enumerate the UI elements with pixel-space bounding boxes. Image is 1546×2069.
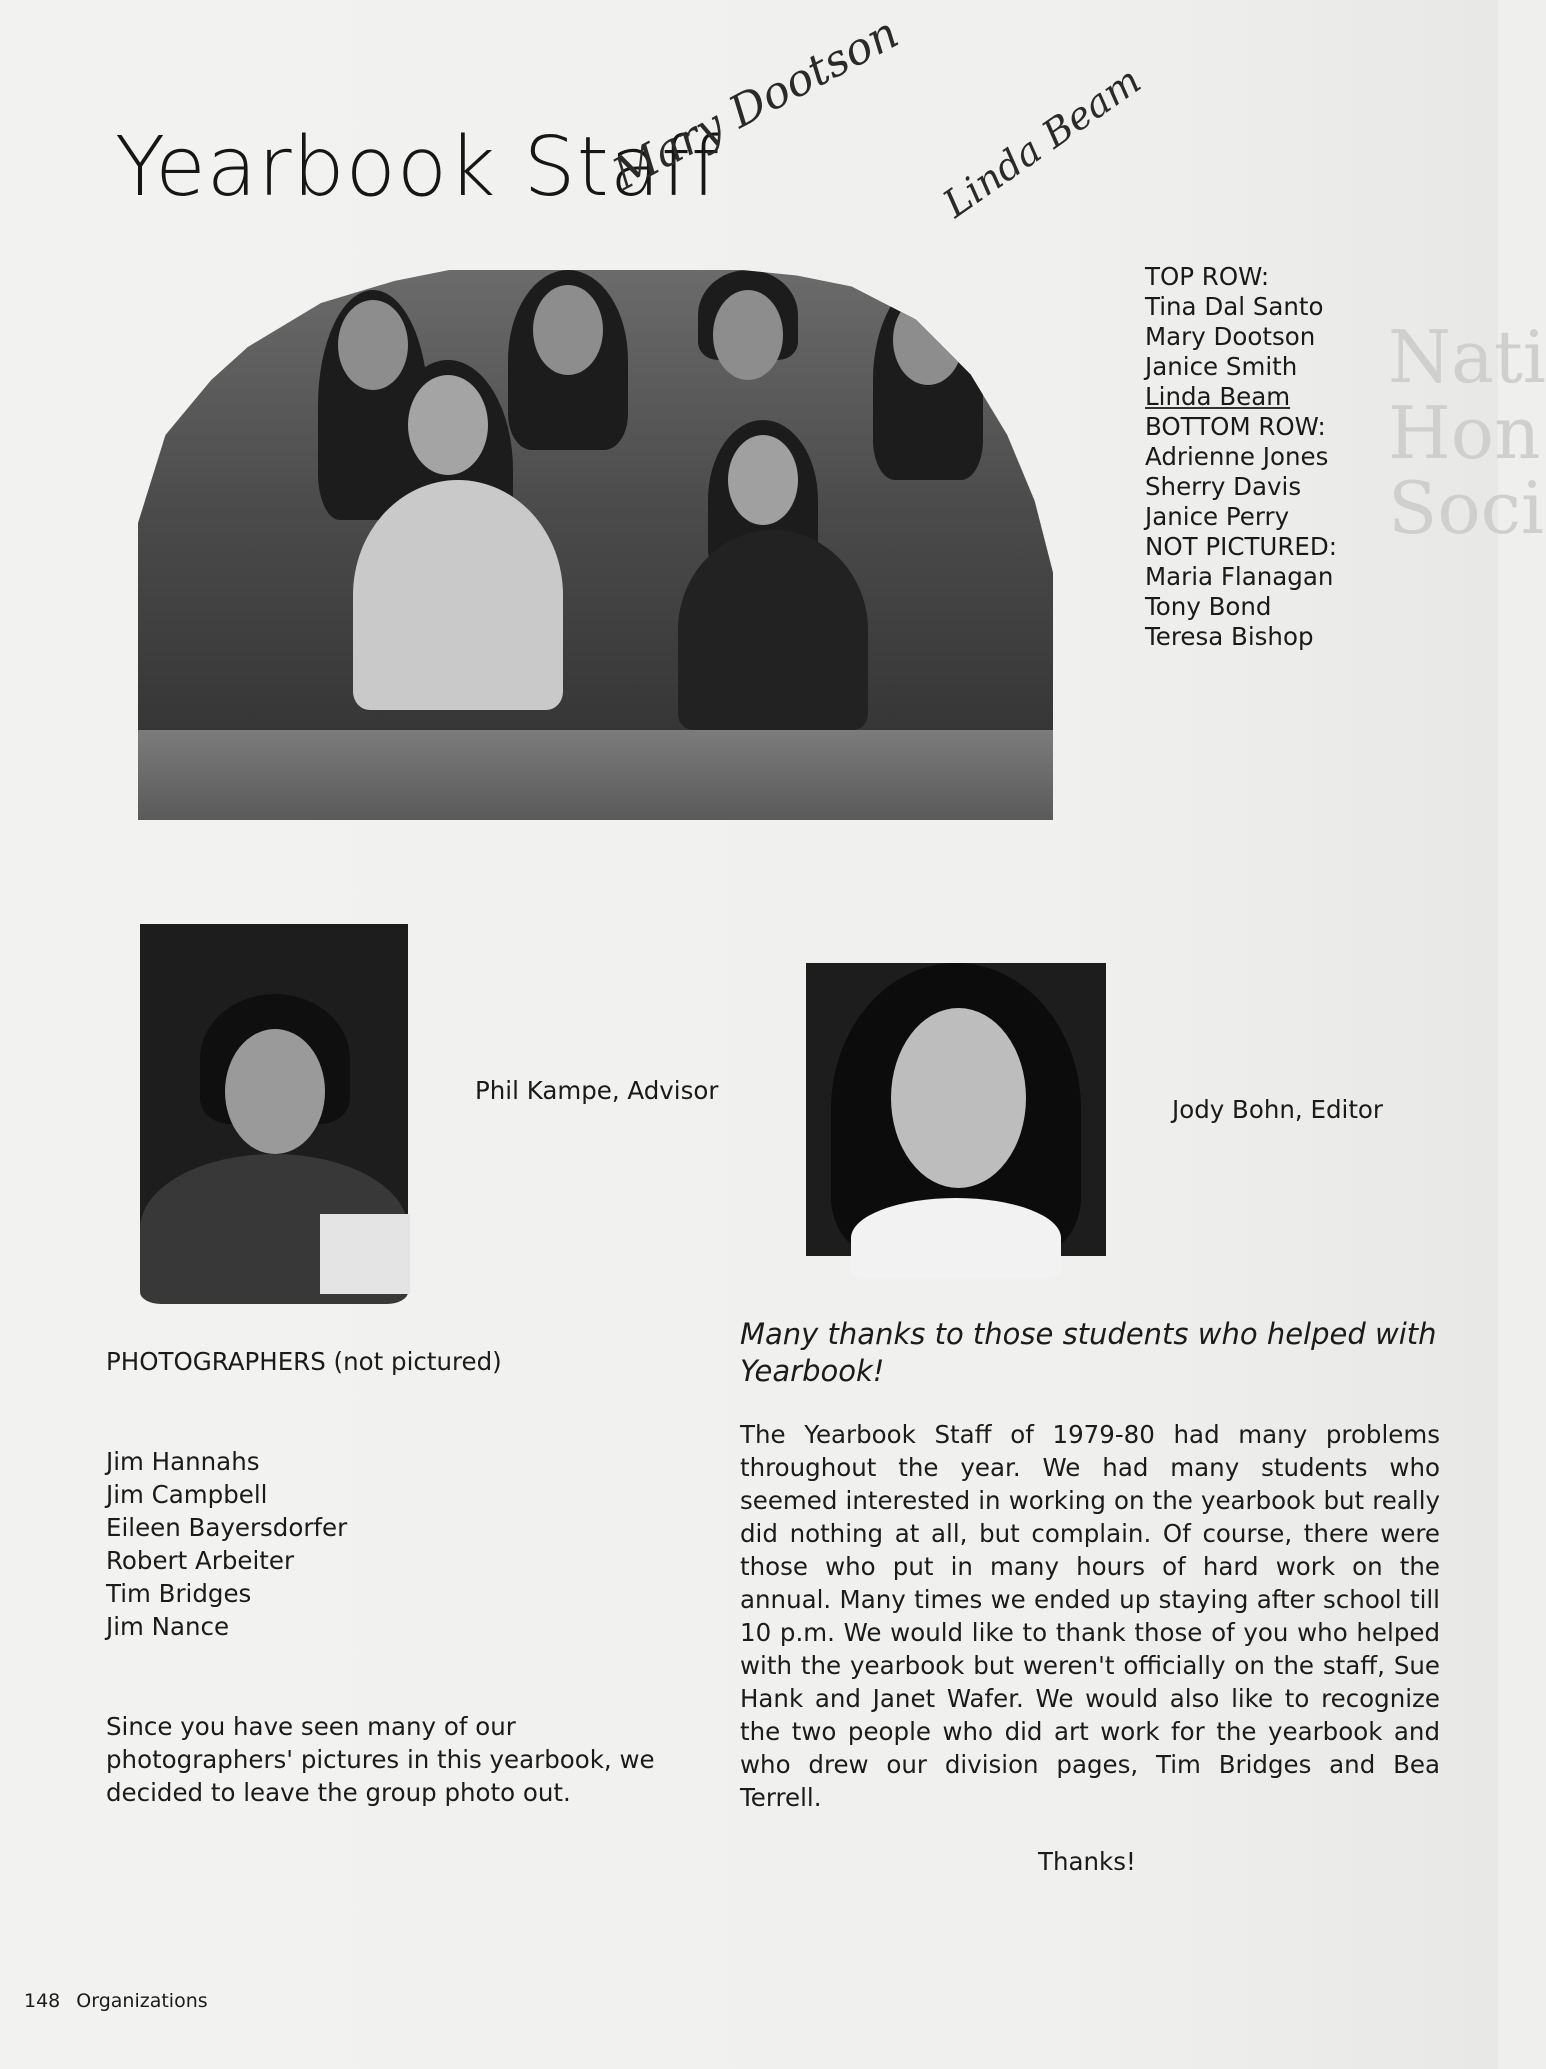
photographer-name: Jim Campbell [106, 1480, 268, 1509]
portrait-paper [320, 1214, 410, 1294]
photo-roster [1145, 262, 1337, 652]
person-sweater [353, 480, 563, 710]
page-number: 148 [24, 1990, 61, 2012]
editor-portrait [806, 963, 1106, 1256]
roster-heading-not-pictured: NOT PICTURED: [1145, 532, 1337, 561]
roster-name: Teresa Bishop [1145, 622, 1314, 651]
section-name: Organizations [76, 1990, 208, 2012]
photographers-note: Since you have seen many of our photographers' pictures in this yearbook, we decided to leave the group photo out. [106, 1712, 655, 1807]
roster-name: Maria Flanagan [1145, 562, 1334, 591]
page-footer [24, 1990, 208, 2012]
advisor-portrait [140, 924, 408, 1286]
thanks-heading: Many thanks to those students who helped with Yearbook! [740, 1317, 1437, 1388]
person-face [338, 300, 408, 390]
person-face [713, 290, 783, 380]
portrait-face [225, 1029, 325, 1154]
portrait-collar [851, 1198, 1061, 1278]
photo-step [138, 730, 1053, 820]
page-title: Yearbook Staff [115, 120, 721, 215]
roster-name: Mary Dootson [1145, 322, 1316, 351]
portrait-face [891, 1008, 1026, 1188]
advisor-caption: Phil Kampe, Advisor [475, 1076, 719, 1105]
roster-name: Janice Smith [1145, 352, 1298, 381]
editor-caption: Jody Bohn, Editor [1172, 1095, 1383, 1124]
roster-name: Janice Perry [1145, 502, 1290, 531]
roster-heading-top-row: TOP ROW: [1145, 262, 1270, 291]
person-face [408, 375, 488, 475]
photographer-name: Jim Nance [106, 1612, 230, 1641]
photographers-list [106, 1445, 347, 1643]
staff-body-text: The Yearbook Staff of 1979-80 had many problems throughout the year. We had many students who seemed interested in working on the yearbook but really did nothing at all, but complain. Of course, there were those who put in many hours of hard work on the annual. Many times we ended up staying after school till 10 p.m. We would like to thank those of you who helped with the yearbook but weren't officially on the staff, Sue Hank and Janet Wafer. We would also like to recognize the two people who did art work for the yearbook and who drew our division pages, Tim Bridges and Bea Terrell. [740, 1420, 1440, 1812]
photographer-name: Eileen Bayersdorfer [106, 1513, 348, 1542]
roster-name: Tina Dal Santo [1145, 292, 1324, 321]
photographers-heading: PHOTOGRAPHERS (not pictured) [106, 1347, 502, 1376]
signature-mary-dootson: Mary Dootson [605, 7, 907, 201]
signature-linda-beam: Linda Beam [935, 58, 1149, 227]
roster-heading-bottom-row: BOTTOM ROW: [1145, 412, 1326, 441]
photographer-name: Jim Hannahs [106, 1447, 260, 1476]
bleed-through-text: Nati Hon Soci [1388, 315, 1546, 551]
person-jacket [678, 530, 868, 730]
roster-name: Linda Beam [1145, 382, 1291, 411]
roster-name: Adrienne Jones [1145, 442, 1329, 471]
person-face [728, 435, 798, 525]
closing-thanks: Thanks! [1038, 1847, 1136, 1876]
roster-name: Sherry Davis [1145, 472, 1302, 501]
group-photo [138, 270, 1053, 820]
photographer-name: Robert Arbeiter [106, 1546, 295, 1575]
person-face [533, 285, 603, 375]
photographer-name: Tim Bridges [106, 1579, 252, 1608]
roster-name: Tony Bond [1145, 592, 1272, 621]
